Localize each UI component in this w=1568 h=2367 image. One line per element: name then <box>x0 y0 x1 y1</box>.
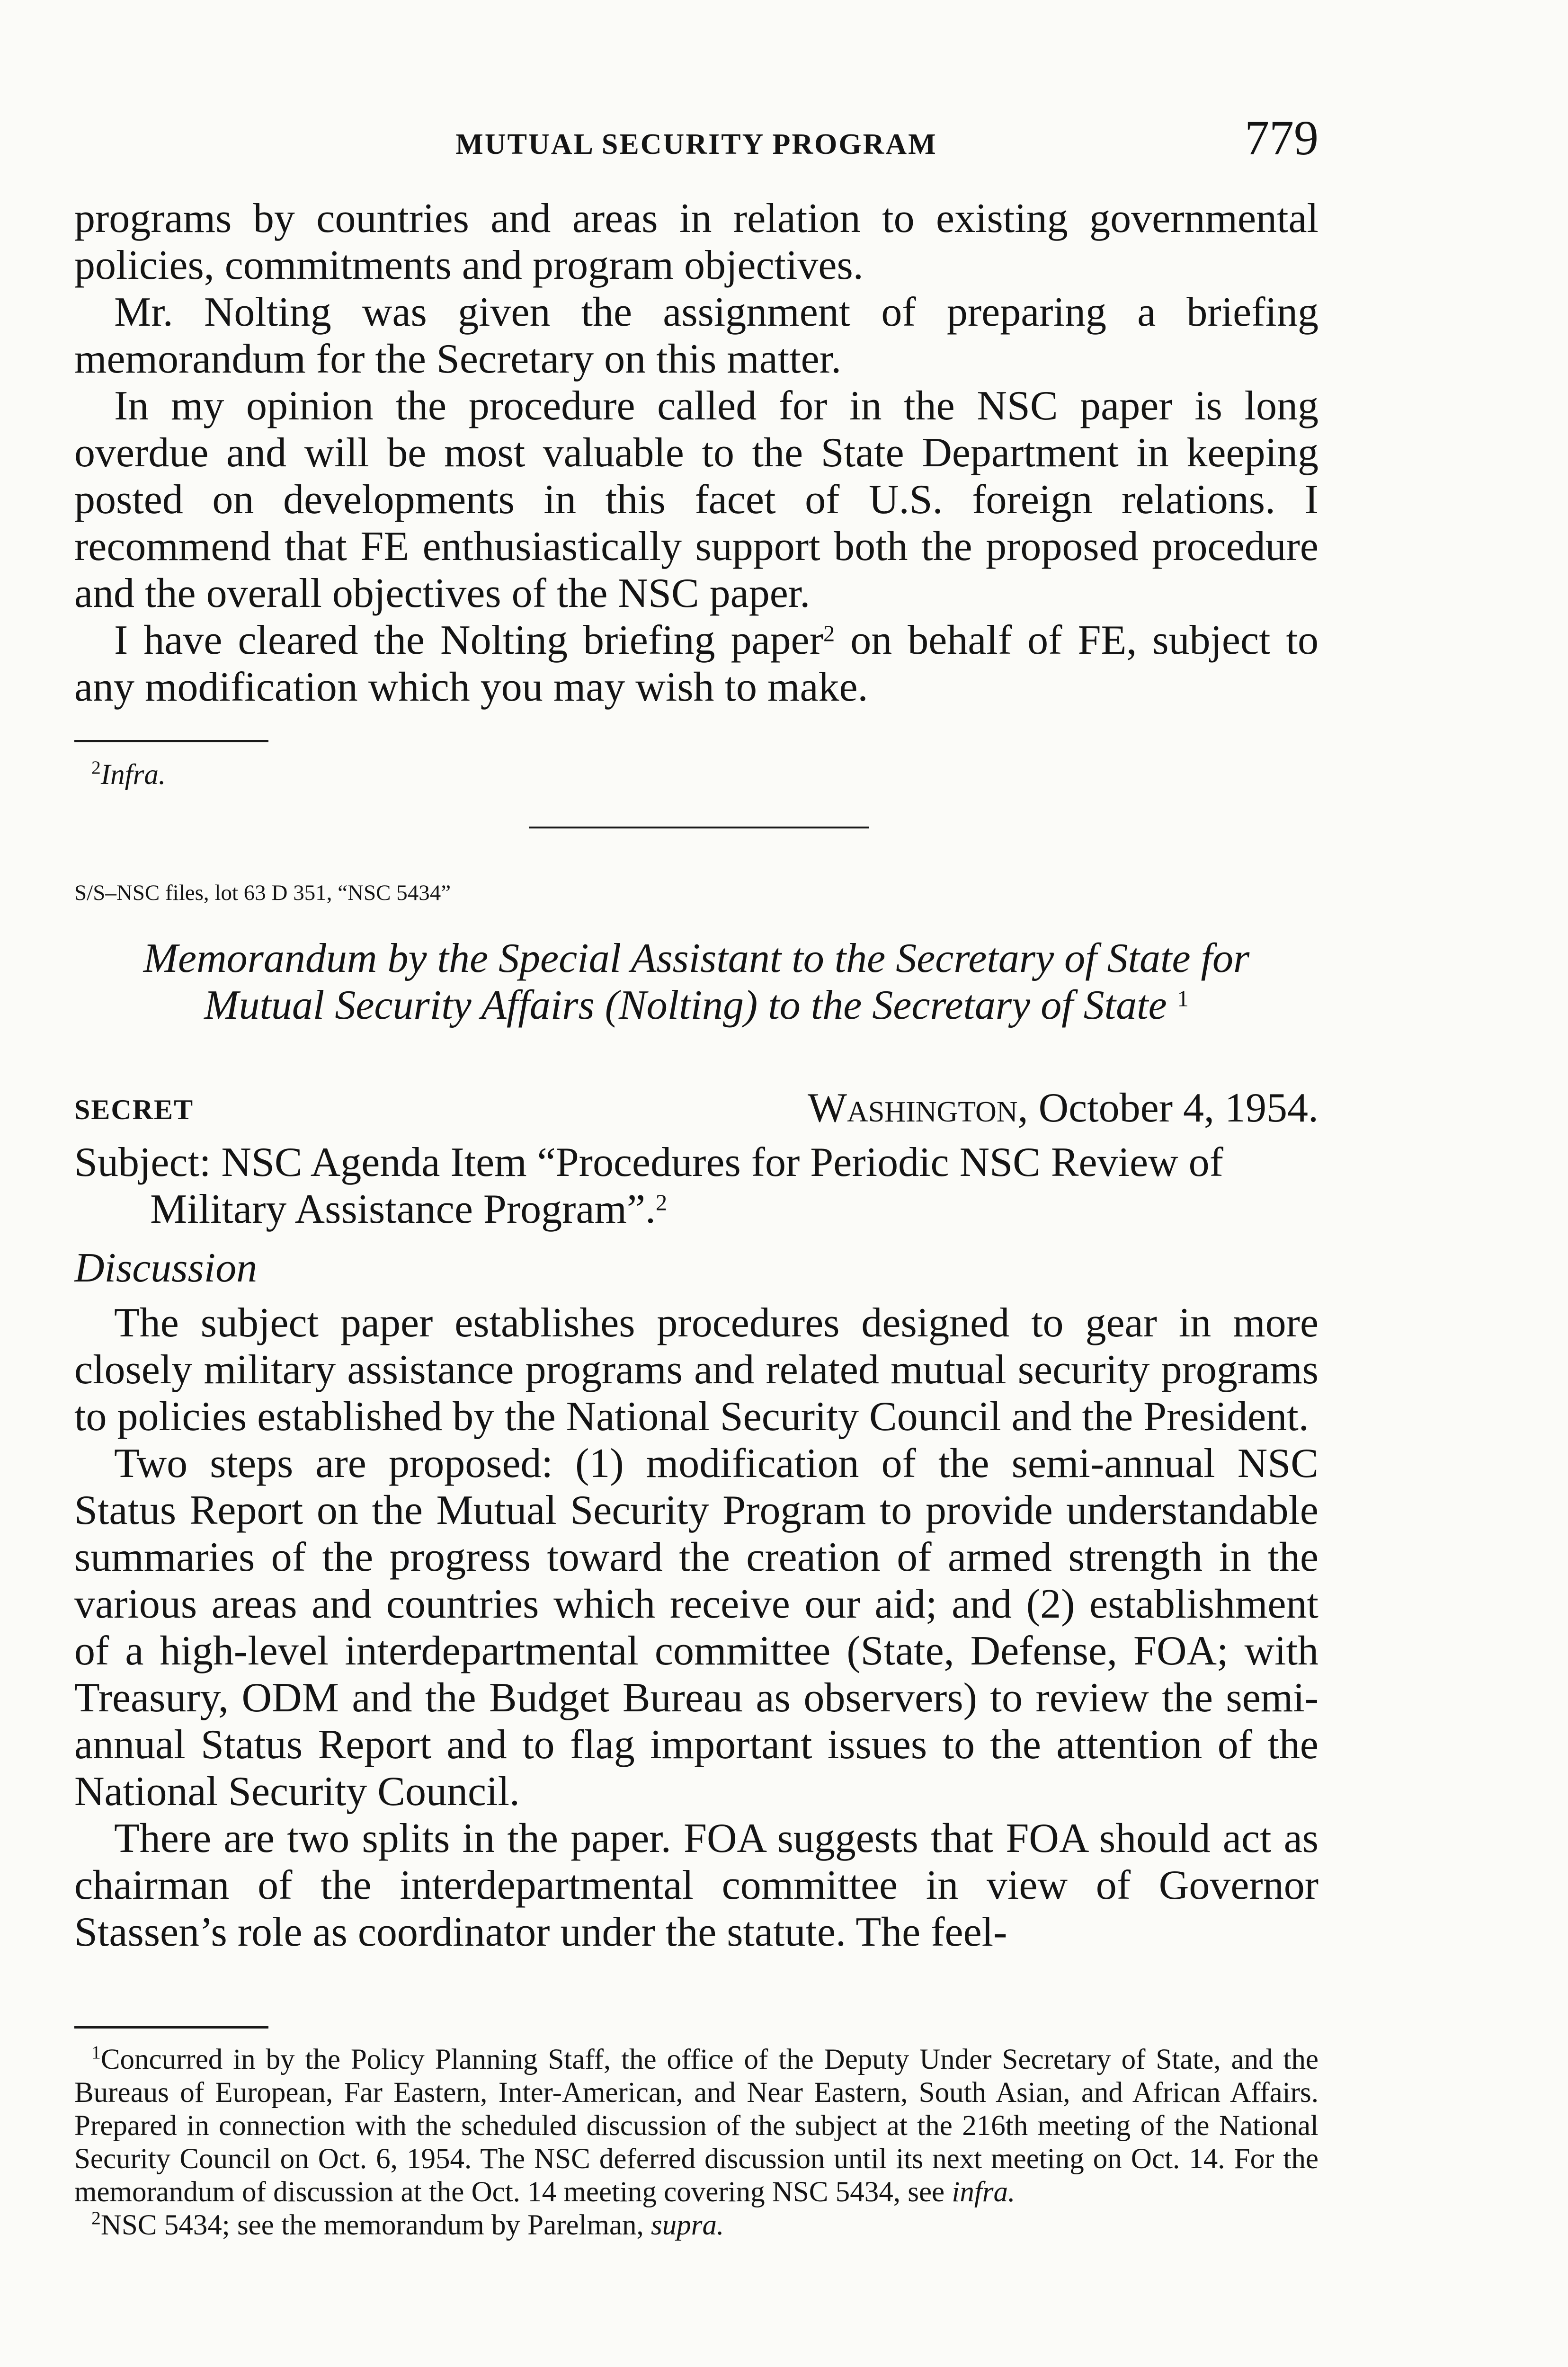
footnote-rule <box>74 2026 268 2029</box>
source-note: S/S–NSC files, lot 63 D 351, “NSC 5434” <box>74 881 451 905</box>
paragraph-two-steps: Two steps are proposed: (1) modification of the semi-annual NSC Status Report on the Mutual Security Program to provide understandable summaries of the progress toward the creation of armed strength in the various areas and countries which receive our aid; and (2) establishment of a high-level interdepartmental committee (State, Defense, FOA; with Treasury, ODM and the Budget Bureau as observers) to review the semi-annual Status Report and to flag important issues to the attention of the National Security Council. <box>74 1441 1319 1815</box>
document-title <box>74 935 1319 1029</box>
section-separator <box>529 827 869 828</box>
document-page <box>74 0 1319 2367</box>
paragraph-opinion: In my opinion the procedure called for in the NSC paper is long overdue and will be most valuable to the State Department in keeping posted on developments in this facet of U.S. foreign relations. I recommend that FE enthusiastically support both the proposed procedure and the overall objectives of the NSC paper. <box>74 383 1319 616</box>
section-heading: Discussion <box>74 1245 258 1291</box>
page-number: 779 <box>1245 111 1319 165</box>
paragraph-nolting-assignment: Mr. Nolting was given the assignment of preparing a briefing memorandum for the Secretary on this matter. <box>74 289 1319 382</box>
running-title: MUTUAL SECURITY PROGRAM <box>455 128 937 160</box>
continued-text <box>74 195 1319 711</box>
classification-label: SECRET <box>74 1094 194 1125</box>
place: Washington, <box>807 1085 1028 1131</box>
paragraph-two-splits: There are two splits in the paper. FOA suggests that FOA should act as chairman of the interdepartmental committee in view of Governor Stassen’s role as coordinator under the statute. The feel- <box>74 1815 1319 1955</box>
document-title-line-1: Memorandum by the Special Assistant to the Secretary of State for <box>143 935 1250 981</box>
footnote-marker: 2 <box>91 757 101 778</box>
footnote-text: Infra. <box>100 759 166 791</box>
paragraph-subject-paper: The subject paper establishes procedures designed to gear in more closely military assistance programs and related mutual security programs to policies established by the National Security Council and the President. <box>74 1300 1319 1440</box>
footnote-1: $^1$Concurred in by the Policy Planning Staff, the office of the Deputy Under Secretary of State, and the Bureaus of European, Far Eastern, Inter-American, and Near Eastern, South Asian, and African Affairs. Prepared in connection with the scheduled discussion of the subject at the 216th meeting of the National Security Council on Oct. 6, 1954. The NSC deferred discussion until its next meeting on Oct. 14. For the memorandum of discussion at the Oct. 14 meeting covering NSC 5434, see infra. <box>74 2042 1319 2208</box>
paragraph-cleared-text-end: on behalf of FE, subject to any modification which you may wish to make. <box>74 617 1319 710</box>
footnote-ref-1: 1 <box>1177 986 1189 1012</box>
footnotes <box>74 2043 1319 2242</box>
footnote-rule <box>74 740 268 742</box>
footnote-ref-2: 2 <box>823 621 835 647</box>
subject-line: Subject: NSC Agenda Item “Procedures for Periodic NSC Review of Military Assistance Program”.$^2$ <box>74 1139 1223 1232</box>
paragraph-cleared <box>74 617 1319 711</box>
paragraph-cleared-text: I have cleared the Nolting briefing paper <box>114 617 823 663</box>
paragraph-continued: programs by countries and areas in relation to existing governmental policies, commitments and program objectives. <box>74 196 1319 288</box>
date: October 4, 1954. <box>1028 1085 1319 1131</box>
place-and-date <box>808 1084 1319 1132</box>
running-head <box>74 110 1319 176</box>
discussion-text <box>74 1299 1319 1956</box>
footnote-ref-2: 2 <box>656 1190 668 1216</box>
dateline <box>74 1084 1319 1136</box>
footnote-infra <box>74 758 1319 792</box>
document-title-line-2: Mutual Security Affairs (Nolting) to the Secretary of State $^1$ <box>204 982 1189 1028</box>
footnote-2: $^2$NSC 5434; see the memorandum by Parelman, supra. <box>91 2207 724 2241</box>
